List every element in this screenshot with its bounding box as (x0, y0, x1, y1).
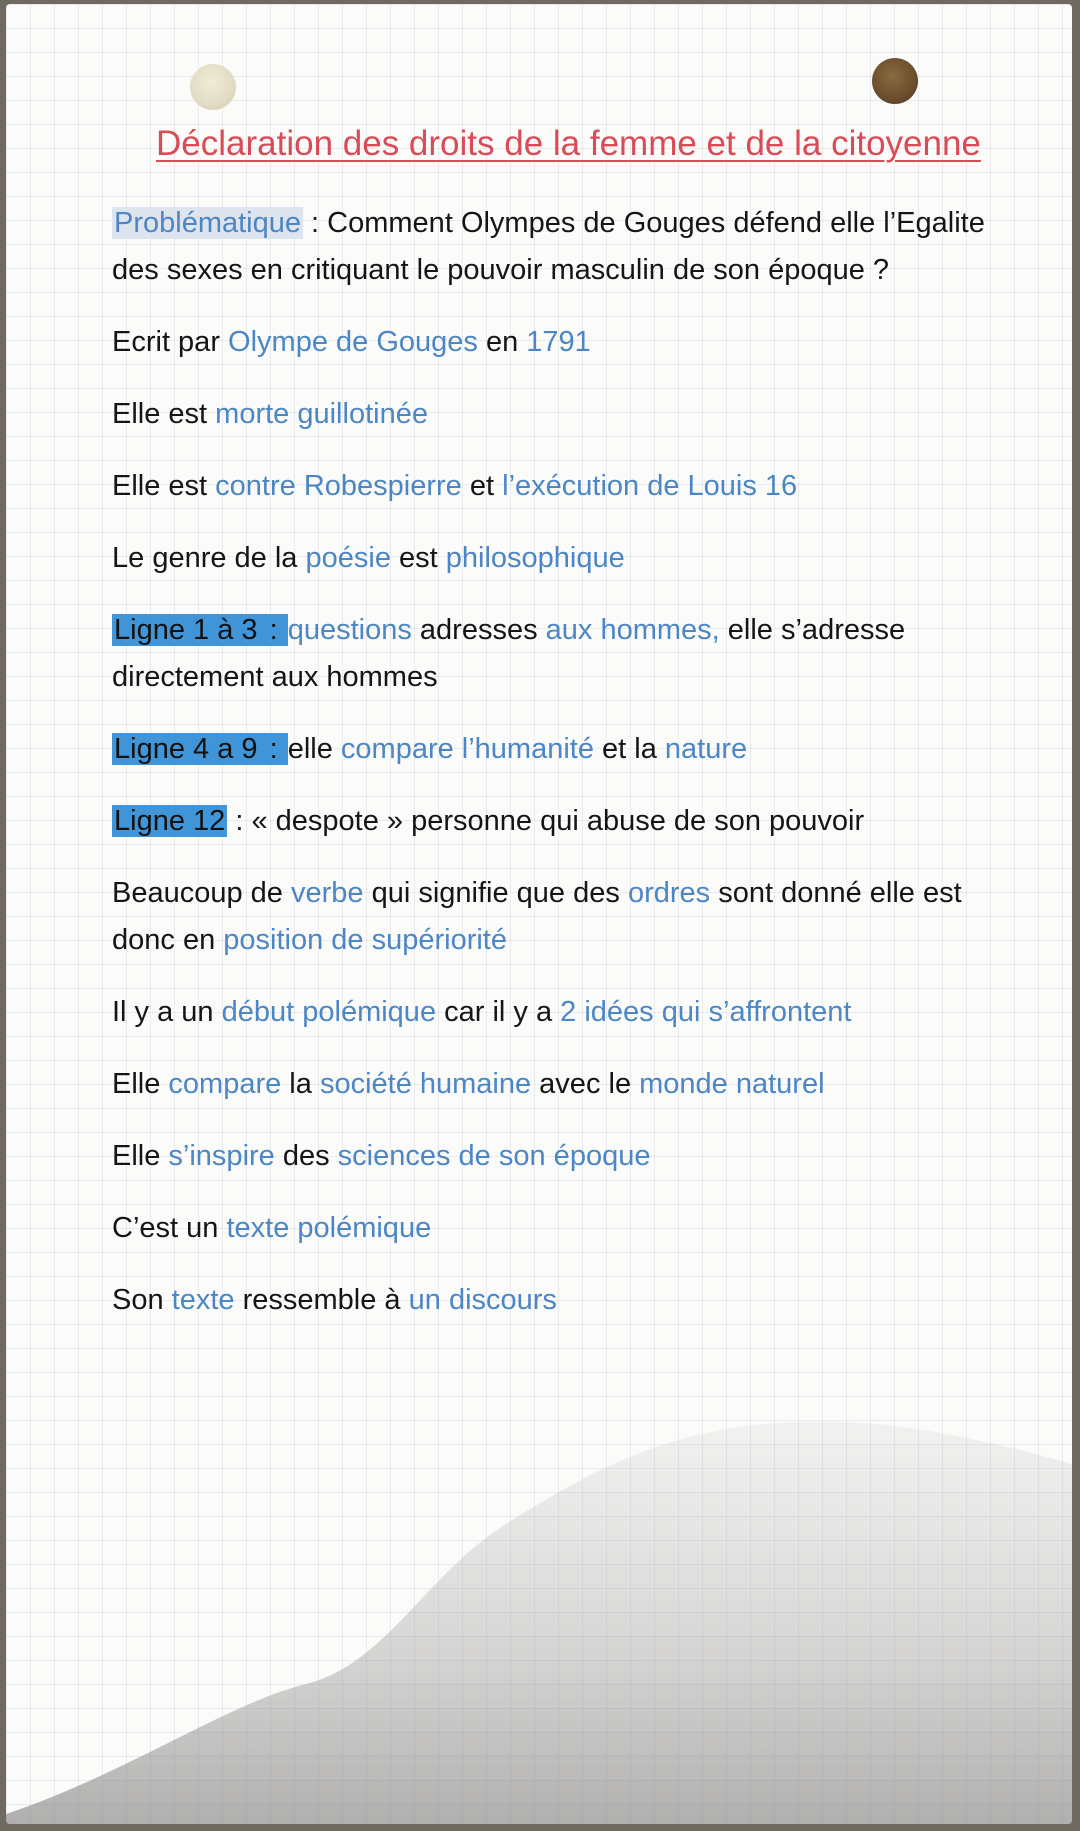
note-line: Ligne 1 à 3 : questions adresses aux hommes, elle s’adresse directement aux hommes (112, 614, 906, 693)
note-line: Elle compare la société humaine avec le monde naturel (112, 1068, 825, 1100)
problematique-label: Problématique (114, 207, 301, 239)
note-line: Beaucoup de verbe qui signifie que des ordres sont donné elle est donc en position de supériorité (112, 877, 962, 956)
punch-hole-right (872, 58, 918, 104)
note-line: Ligne 12 : « despote » personne qui abuse de son pouvoir (114, 805, 865, 837)
note-line: Il y a un début polémique car il y a 2 idées qui s’affrontent (112, 996, 852, 1028)
note-line: Ecrit par Olympe de Gouges en 1791 (112, 326, 591, 358)
page-title: Déclaration des droits de la femme et de la citoyenne (156, 124, 981, 163)
note-line: C’est un texte polémique (112, 1212, 432, 1244)
note-line: Elle est morte guillotinée (112, 398, 428, 430)
note-line: Ligne 4 a 9 : elle compare l’humanité et la nature (114, 733, 748, 765)
note-line: Elle est contre Robespierre et l’exécution de Louis 16 (112, 470, 798, 502)
note-line: Le genre de la poésie est philosophique (112, 542, 625, 574)
line-tag: Ligne 4 a 9 (114, 733, 266, 765)
line-tag: Ligne 12 (114, 805, 226, 837)
note-line: Son texte ressemble à un discours (112, 1284, 557, 1316)
problematique-text: Comment Olympes de Gouges défend elle l’Egalite des sexes en critiquant le pouvoir masculin de son époque ? (112, 207, 985, 286)
notes-content (112, 200, 992, 1349)
note-card (6, 4, 1072, 1824)
problematique: Problématique : Comment Olympes de Gouges défend elle l’Egalite des sexes en critiquant le pouvoir masculin de son époque ? (112, 207, 985, 286)
photo-shadow (6, 1374, 1072, 1824)
punch-hole-left (190, 64, 236, 110)
line-tag: Ligne 1 à 3 (114, 614, 266, 646)
note-line: Elle s’inspire des sciences de son époque (112, 1140, 651, 1172)
